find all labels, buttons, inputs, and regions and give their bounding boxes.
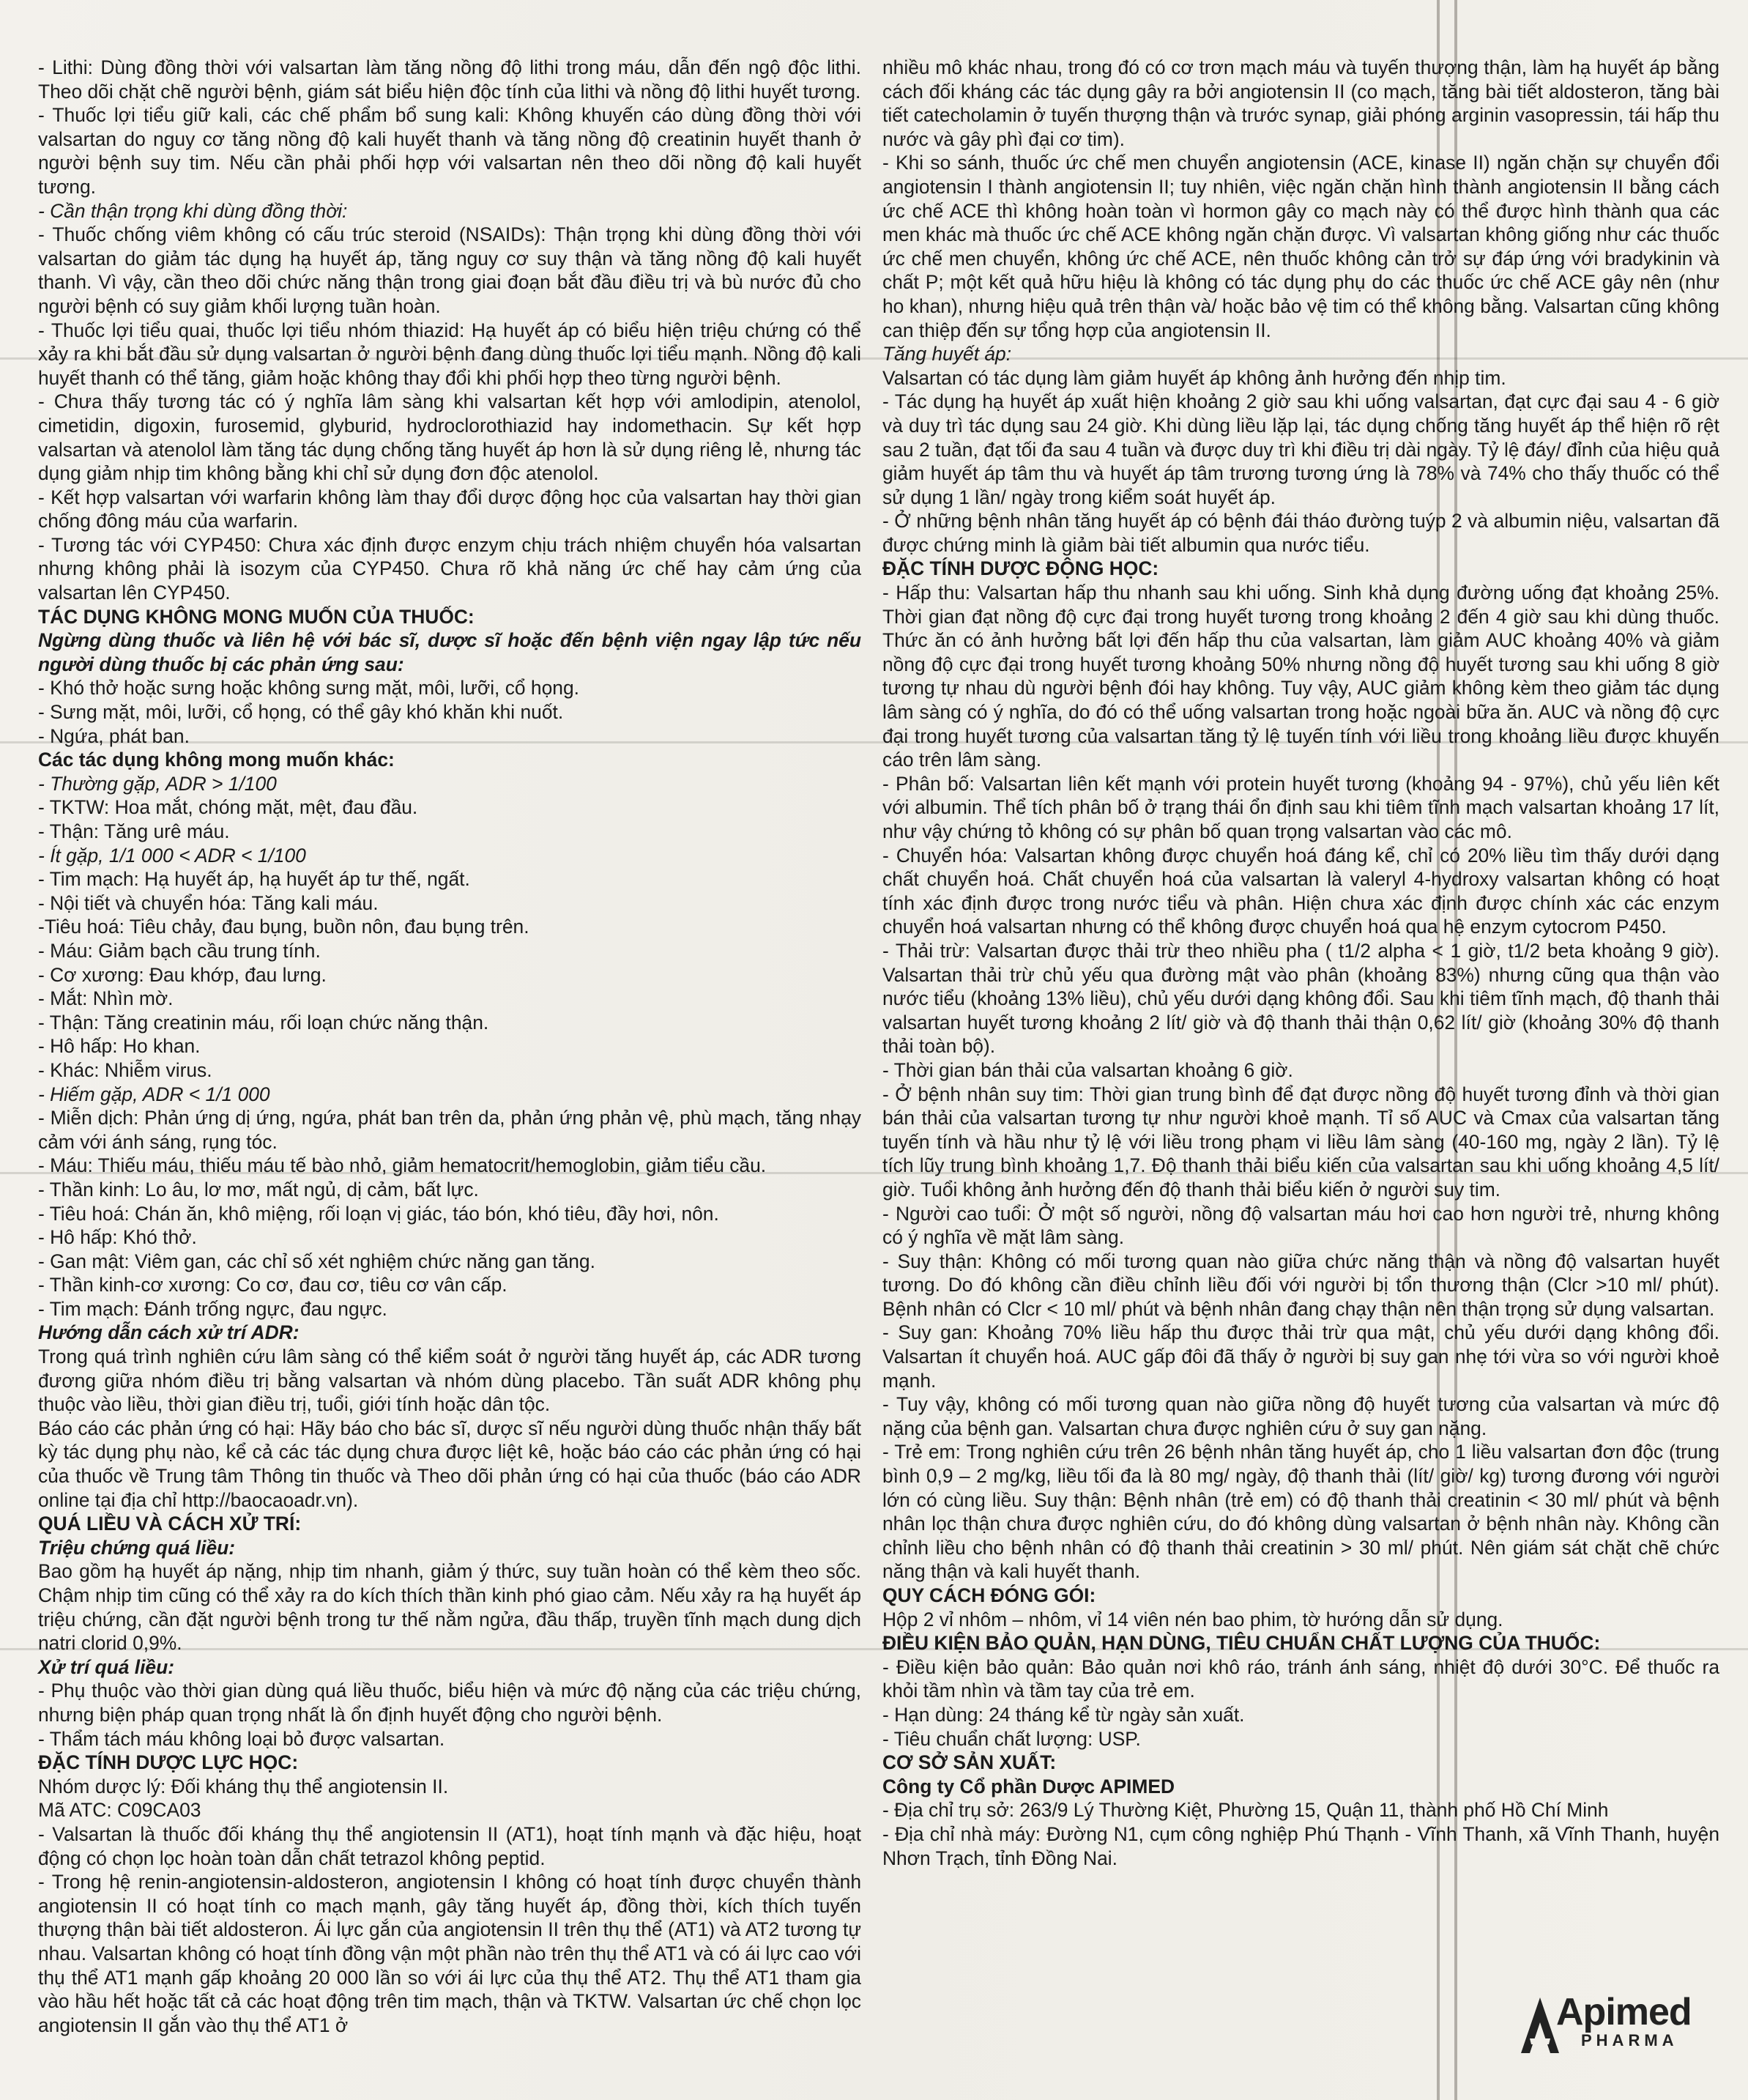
right-column-paragraph: - Tác dụng hạ huyết áp xuất hiện khoảng 2 giờ sau khi uống valsartan, đạt cực đại sau 4 - 6 giờ và duy trì tác dụng sau 24 giờ. Khi dùng liều lặp lại, tác dụng chống tăng huyết áp thể hiện rõ rệt sau 2 tuần, đạt tối đa sau 4 tuần và được duy trì khi điều trị dài ngày. Tỷ lệ đáy/ đỉnh của hiệu quả giảm huyết áp tâm thu và huyết áp tâm trương tương ứng là 78% và 74% cho thấy thuốc có thể sử dụng 1 lần/ ngày trong kiểm soát huyết áp. [882,390,1719,508]
right-column-paragraph: Hộp 2 vỉ nhôm – nhôm, vỉ 14 viên nén bao phim, tờ hướng dẫn sử dụng. [882,1608,1503,1630]
right-column-paragraph: - Suy gan: Khoảng 70% liều hấp thu được thải trừ qua mật, chủ yếu dưới dạng không đổi. Valsartan ít chuyển hoá. AUC gấp đôi đã thấy ở người bị suy gan nhẹ tới vừa so với người khoẻ mạnh. [882,1321,1719,1392]
left-column-paragraph: - Khó thở hoặc sưng hoặc không sưng mặt, môi, lưỡi, cổ họng. [38,677,579,700]
left-column-paragraph: - Chưa thấy tương tác có ý nghĩa lâm sàng khi valsartan kết hợp với amlodipin, atenolol, cimetidin, digoxin, furosemid, glyburid, hydroclorothiazid hay indomethacin. Sự kết hợp valsartan và atenolol làm tăng tác dụng chống tăng huyết áp hơn là sử dụng riêng lẻ, nhưng tác dụng giảm nhịp tim không bằng khi chỉ sử dụng đơn độc atenolol. [38,390,861,485]
right-column-paragraph: - Suy thận: Không có mối tương quan nào giữa chức năng thận và nồng độ valsartan huyết tương. Do đó không cần điều chỉnh liều đối với người bị tổn thương thận (Clcr >10 ml/ phút). Bệnh nhân có Clcr < 10 ml/ phút và bệnh nhân đang chạy thận nên thận trọng sử dụng valsartan. [882,1250,1719,1320]
left-column-paragraph: - Hiếm gặp, ADR < 1/1 000 [38,1083,270,1105]
left-column-paragraph: - Tương tác với CYP450: Chưa xác định được enzym chịu trách nhiệm chuyển hóa valsartan nhưng không phải là isozym của CYP450. Chưa rõ khả năng ức chế hay cảm ứng của valsartan lên CYP450. [38,533,861,604]
right-column-paragraph: - Khi so sánh, thuốc ức chế men chuyển angiotensin (ACE, kinase II) ngăn chặn sự chuyển đổi angiotensin I thành angiotensin II; tuy nhiên, việc ngăn chặn hình thành angiotensin II bằng cách ức chế ACE thì không hoàn toàn vì hormon gây co mạch này có thể được hình thành qua các men khác mà thuốc ức chế ACE không ngăn chặn được. Vì valsartan không giống như các thuốc ức chế men chuyển, không ức chế ACE, nên thuốc không cản trở sự đáp ứng với bradykinin và chất P; một kết quả hữu hiệu là không có tác dụng phụ do các thuốc ức chế ACE gây nên (như ho khan), nhưng hiệu quả trên thận và/ hoặc bảo vệ tim có thể không bằng. Valsartan cũng không can thiệp đến sự tổng hợp của angiotensin II. [882,152,1719,341]
right-column-paragraph: - Thời gian bán thải của valsartan khoảng 6 giờ. [882,1058,1293,1081]
left-column-paragraph: - Tiêu hoá: Chán ăn, khô miệng, rối loạn vị giác, táo bón, khó tiêu, đầy hơi, nôn. [38,1202,719,1225]
right-column-paragraph: Tăng huyết áp: [882,343,1012,366]
right-column-paragraph: - Tuy vậy, không có mối tương quan nào giữa nồng độ huyết tương của valsartan và mức độ nặng của bệnh gan. Valsartan chưa được nghiên cứu ở suy gan nặng. [882,1393,1719,1439]
right-column-paragraph: - Ở bệnh nhân suy tim: Thời gian trung bình để đạt được nồng độ huyết tương đỉnh và thời gian bán thải của valsartan tương tự như người khoẻ mạnh. Tỉ số AUC và Cmax của valsartan tăng tuyến tính và hầu như tỷ lệ với liều trong phạm vi liều lâm sàng (40-160 mg, ngày 2 lần). Tỷ lệ tích lũy trung bình khoảng 1,7. Độ thanh thải biểu kiến của valsartan sau khi uống khoảng 4,5 lít/ giờ. Tuổi không ảnh hưởng đến độ thanh thải biểu kiến ở người suy tim. [882,1083,1719,1201]
left-column-paragraph: - Hô hấp: Ho khan. [38,1035,201,1058]
left-column-paragraph: - Cần thận trọng khi dùng đồng thời: [38,199,348,222]
right-column-paragraph: - Thải trừ: Valsartan được thải trừ theo nhiều pha ( t1/2 alpha < 1 giờ, t1/2 beta khoảng 9 giờ). Valsartan thải trừ chủ yếu qua đường mật vào phân (khoảng 83%) nhưng cũng qua thận vào nước tiểu (khoảng 13% liều), chủ yếu dưới dạng không đổi. Sau khi tiêm tĩnh mạch, độ thanh thải valsartan huyết tương khoảng 2 lít/ giờ và độ thanh thải thận 0,62 lít/ giờ (khoảng 30% độ thanh thải toàn bộ). [882,939,1719,1058]
left-column-paragraph: - Máu: Giảm bạch cầu trung tính. [38,939,321,962]
left-column-paragraph: - Thuốc lợi tiểu quai, thuốc lợi tiểu nhóm thiazid: Hạ huyết áp có biểu hiện triệu chứng có thể xảy ra khi bắt đầu sử dụng valsartan ở người bệnh đang dùng thuốc lợi tiểu mạnh. Nồng độ kali huyết thanh có thể tăng, giảm hoặc không thay đổi khi phối hợp theo từng người bệnh. [38,319,861,389]
logo-brand: Apimed [1556,1991,1692,2033]
right-column-paragraph: - Hấp thu: Valsartan hấp thu nhanh sau khi uống. Sinh khả dụng đường uống đạt khoảng 25%. Thời gian đạt nồng độ cực đại trong huyết tương trong khoảng 2 đến 4 giờ sau khi dùng thuốc. Thức ăn có ảnh hưởng bất lợi đến hấp thu của valsartan, làm giảm AUC khoảng 40% và giảm nồng độ cực đại trong huyết tương khoảng 50% nhưng nồng độ huyết tương sau khi uống 8 giờ tương tự nhau dù người bệnh đói hay không. Tuy vậy, AUC giảm không kèm theo giảm tác dụng lâm sàng có ý nghĩa, do đó có thể uống valsartan trong hoặc ngoài bữa ăn. AUC và nồng độ cực đại trong huyết tương của valsartan tăng tỷ lệ tuyến tính với liều trong khoảng liều được khuyến cáo trên lâm sàng. [882,582,1719,771]
right-column-paragraph: CƠ SỞ SẢN XUẤT: [882,1751,1057,1774]
right-column-paragraph: QUY CÁCH ĐÓNG GÓI: [882,1584,1096,1606]
right-column-paragraph: - Trẻ em: Trong nghiên cứu trên 26 bệnh nhân tăng huyết áp, cho 1 liều valsartan đơn độc (trung bình 0,9 – 2 mg/kg, liều tối đa là 80 mg/ ngày, độ thanh thải (lít/ giờ/ kg) tương đương với người lớn có cùng liều. Suy thận: Bệnh nhân (trẻ em) có độ thanh thải creatinin < 30 ml/ phút và bệnh nhân lọc thận chưa được nghiên cứu, do đó không dùng valsartan ở bệnh nhân này. Không cần chỉnh liều cho bệnh nhân có độ thanh thải creatinin > 30 ml/ phút. Nên giám sát chặt chẽ chức năng thận và kali huyết thanh. [882,1441,1719,1583]
left-column-paragraph: - Thẩm tách máu không loại bỏ được valsartan. [38,1727,445,1750]
left-column-paragraph: - Thận: Tăng urê máu. [38,820,230,842]
right-column-paragraph: - Người cao tuổi: Ở một số người, nồng độ valsartan máu hơi cao hơn người trẻ, nhưng không có ý nghĩa về mặt lâm sàng. [882,1202,1719,1249]
left-column-paragraph: Nhóm dược lý: Đối kháng thụ thể angiotensin II. [38,1775,449,1797]
left-column-paragraph: - Ít gặp, 1/1 000 < ADR < 1/100 [38,844,306,867]
right-column-paragraph: - Điều kiện bảo quản: Bảo quản nơi khô ráo, tránh ánh sáng, nhiệt độ dưới 30°C. Để thuốc ra khỏi tầm nhìn và tầm tay của trẻ em. [882,1655,1719,1702]
right-column-paragraph: - Ở những bệnh nhân tăng huyết áp có bệnh đái tháo đường tuýp 2 và albumin niệu, valsartan đã được chứng minh là giảm bài tiết albumin qua nước tiểu. [882,510,1719,556]
right-column-paragraph: - Tiêu chuẩn chất lượng: USP. [882,1727,1141,1750]
left-column-paragraph: - Hô hấp: Khó thở. [38,1226,197,1249]
left-column-paragraph: - Kết hợp valsartan với warfarin không làm thay đổi dược động học của valsartan hay thời gian chống đông máu của warfarin. [38,486,861,533]
left-column-paragraph: - Lithi: Dùng đồng thời với valsartan làm tăng nồng độ lithi trong máu, dẫn đến ngộ độc lithi. Theo dõi chặt chẽ người bệnh, giám sát biểu hiện độc tính của lithi và nồng độ lithi huyết tương. [38,56,861,103]
left-column-paragraph: - Thận: Tăng creatinin máu, rối loạn chức năng thận. [38,1011,489,1034]
left-column [38,56,861,2037]
left-column-paragraph: - TKTW: Hoa mắt, chóng mặt, mệt, đau đầu. [38,796,418,819]
right-column-paragraph: ĐẶC TÍNH DƯỢC ĐỘNG HỌC: [882,557,1159,580]
left-column-paragraph: Mã ATC: C09CA03 [38,1799,201,1822]
left-column-paragraph: - Khác: Nhiễm virus. [38,1058,212,1081]
right-column-paragraph: Valsartan có tác dụng làm giảm huyết áp không ảnh hưởng đến nhịp tim. [882,366,1506,389]
left-column-paragraph: - Nội tiết và chuyển hóa: Tăng kali máu. [38,891,379,914]
right-column [882,56,1719,1870]
logo-subtitle: PHARMA [1581,2031,1678,2049]
left-column-paragraph: ĐẶC TÍNH DƯỢC LỰC HỌC: [38,1751,299,1774]
right-column-paragraph: - Địa chỉ nhà máy: Đường N1, cụm công nghiệp Phú Thạnh - Vĩnh Thanh, xã Vĩnh Thanh, huyện Nhơn Trạch, tỉnh Đồng Nai. [882,1822,1719,1869]
left-column-paragraph: Triệu chứng quá liều: [38,1536,236,1559]
left-column-paragraph: - Mắt: Nhìn mờ. [38,987,174,1010]
left-column-paragraph: - Sưng mặt, môi, lưỡi, cổ họng, có thể gây khó khăn khi nuốt. [38,701,564,724]
left-column-paragraph: - Thường gặp, ADR > 1/100 [38,772,277,795]
right-column-paragraph: - Địa chỉ trụ sở: 263/9 Lý Thường Kiệt, Phường 15, Quận 11, thành phố Hồ Chí Minh [882,1799,1609,1822]
left-column-paragraph: - Trong hệ renin-angiotensin-aldosteron, angiotensin I không có hoạt tính được chuyển thành angiotensin II có hoạt tính co mạch mạnh, gây tăng huyết áp, đồng thời, kích thích tuyến thượng thận bài tiết aldosteron. Ái lực gắn của angiotensin II trên thụ thể (AT1) và AT2 tương tự nhau. Valsartan không có hoạt tính đồng vận một phần nào trên thụ thể AT1 và có ái lực cao với thụ thể AT1 mạnh gấp khoảng 20 000 lần so với ái lực của thụ thể AT2. Thụ thể AT1 tham gia vào hầu hết hoặc tất cả các hoạt động trên tim mạch, thận và TKTW. Valsartan ức chế chọn lọc angiotensin II gắn vào thụ thể AT1 ở [38,1871,861,2036]
left-column-paragraph: -Tiêu hoá: Tiêu chảy, đau bụng, buồn nôn, đau bụng trên. [38,916,529,938]
left-column-paragraph: - Máu: Thiếu máu, thiếu máu tế bào nhỏ, giảm hematocrit/hemoglobin, giảm tiểu cầu. [38,1154,767,1177]
left-column-paragraph: - Thần kinh: Lo âu, lơ mơ, mất ngủ, dị cảm, bất lực. [38,1178,479,1201]
right-column-paragraph: nhiều mô khác nhau, trong đó có cơ trơn mạch máu và tuyến thượng thận, làm hạ huyết áp bằng cách đối kháng các tác dụng gây ra bởi angiotensin II (co mạch, tăng bài tiết aldosteron, tăng bài tiết catecholamin ở tuyến thượng thận và trước synap, giải phóng arginin vasopressin, tái hấp thu nước và gây phì đại cơ tim). [882,56,1719,150]
left-column-paragraph: Bao gồm hạ huyết áp nặng, nhịp tim nhanh, giảm ý thức, suy tuần hoàn có thể kèm theo sốc. Chậm nhịp tim cũng có thể xảy ra do kích thích thần kinh phó giao cảm. Nếu xảy ra hạ huyết áp triệu chứng, cần đặt người bệnh trong tư thế nằm ngửa, đầu thấp, truyền tĩnh mạch dung dịch natri clorid 0,9%. [38,1560,861,1655]
right-column-paragraph: - Hạn dùng: 24 tháng kể từ ngày sản xuất. [882,1703,1245,1726]
right-column-paragraph: ĐIỀU KIỆN BẢO QUẢN, HẠN DÙNG, TIÊU CHUẨN CHẤT LƯỢNG CỦA THUỐC: [882,1632,1601,1655]
right-column-paragraph: - Phân bố: Valsartan liên kết mạnh với protein huyết tương (khoảng 94 - 97%), chủ yếu liên kết với albumin. Thể tích phân bố ở trạng thái ổn định sau khi tiêm tĩnh mạch valsartan khoảng 17 lít, như vậy chứng tỏ không có sự phân bố quan trọng valsartan vào các mô. [882,772,1719,842]
left-column-paragraph: Xử trí quá liều: [38,1655,174,1678]
left-column-paragraph: - Miễn dịch: Phản ứng dị ứng, ngứa, phát ban trên da, phản ứng phản vệ, phù mạch, tăng nhạy cảm với ánh sáng, rụng tóc. [38,1107,861,1153]
left-column-paragraph: - Thuốc lợi tiểu giữ kali, các chế phẩm bổ sung kali: Không khuyến cáo dùng đồng thời với valsartan do nguy cơ tăng nồng độ kali huyết thanh và tăng nồng độ creatinin huyết thanh ở người bệnh suy tim. Nếu cần phải phối hợp với valsartan nên theo dõi nồng độ kali huyết tương. [38,104,861,198]
left-column-paragraph: - Ngứa, phát ban. [38,724,190,747]
left-column-paragraph: - Gan mật: Viêm gan, các chỉ số xét nghiệm chức năng gan tăng. [38,1250,595,1272]
left-column-paragraph: - Valsartan là thuốc đối kháng thụ thể angiotensin II (AT1), hoạt tính mạnh và đặc hiệu, hoạt động có chọn lọc hoàn toàn dẫn chất tetrazol không peptid. [38,1822,861,1869]
left-column-paragraph: - Phụ thuộc vào thời gian dùng quá liều thuốc, biểu hiện và mức độ nặng của các triệu chứng, nhưng biện pháp quan trọng nhất là ổn định huyết động cho người bệnh. [38,1680,861,1726]
right-column-paragraph: Công ty Cổ phần Dược APIMED [882,1775,1175,1797]
apimed-logo [1520,1989,1695,2062]
left-column-paragraph: - Thuốc chống viêm không có cấu trúc steroid (NSAIDs): Thận trọng khi dùng đồng thời với valsartan do giảm tác dụng hạ huyết áp, tăng nguy cơ suy thận và tăng nồng độ kali huyết thanh. Vì vậy, cần theo dõi chức năng thận trong giai đoạn bắt đầu điều trị và bù nước đủ cho người bệnh có suy giảm khối lượng tuần hoàn. [38,223,861,317]
left-column-paragraph: - Tim mạch: Đánh trống ngực, đau ngực. [38,1297,387,1320]
right-column-paragraph: - Chuyển hóa: Valsartan không được chuyển hoá đáng kể, chỉ có 20% liều tìm thấy dưới dạng chất chuyển hoá. Chất chuyển hoá của valsartan là valeryl 4-hydroxy valsartan không có hoạt tính xác định được trong nước tiểu và phân. Hiện chưa xác định được chính xác các enzym chuyển hoá valsartan nhưng có thể không được chuyển hoá qua hệ enzym cytocrom P450. [882,844,1719,938]
left-column-paragraph: - Cơ xương: Đau khớp, đau lưng. [38,963,327,986]
left-column-paragraph: Báo cáo các phản ứng có hại: Hãy báo cho bác sĩ, dược sĩ nếu người dùng thuốc nhận thấy bất kỳ tác dụng phụ nào, kể cả các tác dụng chưa được liệt kê, hoặc báo cáo các phản ứng có hại của thuốc về Trung tâm Thông tin thuốc và Theo dõi phản ứng có hại của thuốc (báo cáo ADR online tại địa chỉ http://baocaoadr.vn). [38,1417,861,1511]
left-column-paragraph: QUÁ LIỀU VÀ CÁCH XỬ TRÍ: [38,1513,302,1535]
left-column-paragraph: - Tim mạch: Hạ huyết áp, hạ huyết áp tư thế, ngất. [38,868,470,891]
left-column-paragraph: TÁC DỤNG KHÔNG MONG MUỐN CỦA THUỐC: [38,605,475,628]
left-column-paragraph: Trong quá trình nghiên cứu lâm sàng có thể kiểm soát ở người tăng huyết áp, các ADR tương đương giữa nhóm điều trị bằng valsartan và nhóm dùng placebo. Tần suất ADR không phụ thuộc vào liều, thời gian điều trị, tuổi, giới tính hoặc dân tộc. [38,1346,861,1416]
apimed-logo-icon [1520,1995,1561,2056]
left-column-paragraph: - Thần kinh-cơ xương: Co cơ, đau cơ, tiêu cơ vân cấp. [38,1274,507,1296]
left-column-paragraph: Ngừng dùng thuốc và liên hệ với bác sĩ, dược sĩ hoặc đến bệnh viện ngay lập tức nếu người dùng thuốc bị các phản ứng sau: [38,629,861,675]
left-column-paragraph: Các tác dụng không mong muốn khác: [38,749,395,771]
left-column-paragraph: Hướng dẫn cách xử trí ADR: [38,1321,300,1344]
